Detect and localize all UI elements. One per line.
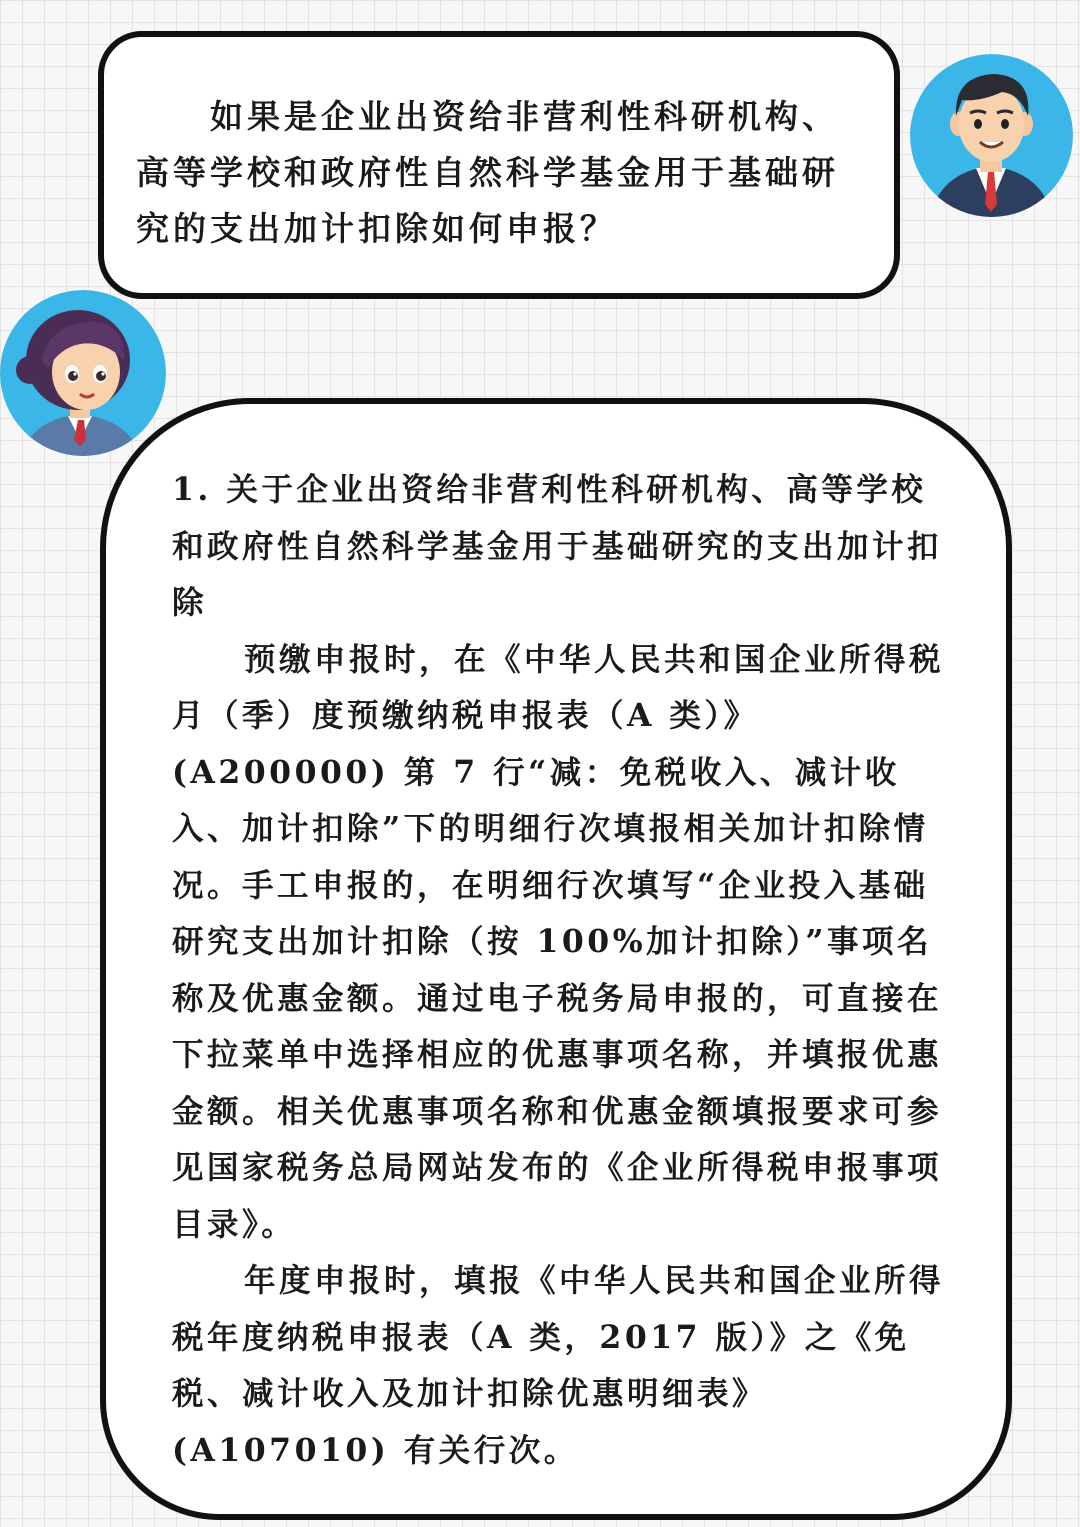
male-avatar-icon (910, 54, 1073, 217)
question-bubble (98, 31, 900, 299)
female-tax-officer-avatar-icon (0, 290, 166, 456)
question-text: 如果是企业出资给非营利性科研机构、高等学校和政府性自然科学基金用于基础研究的支出加计扣除如何申报？ (136, 97, 839, 248)
answer-paragraph-1: 预缴申报时，在《中华人民共和国企业所得税月（季）度预缴纳税申报表（A 类）》(A200000) 第 7 行“减：免税收入、减计收入、加计扣除”下的明细行次填报相关加计扣除情况。手工申报的，在明细行次填写“企业投入基础研究支出加计扣除（按 100%加计扣除）”事项名称及优惠金额。通过电子税务局申报的，可直接在下拉菜单中选择相应的优惠事项名称，并填报优惠金额。相关优惠事项名称和优惠金额填报要求可参见国家税务总局网站发布的《企业所得税申报事项目录》。 (172, 640, 945, 1243)
answer-bubble (100, 398, 1012, 1520)
answer-heading: 1. 关于企业出资给非营利性科研机构、高等学校和政府性自然科学基金用于基础研究的支出加计扣除 (172, 471, 943, 621)
answer-paragraph-2: 年度申报时，填报《中华人民共和国企业所得税年度纳税申报表（A 类，2017 版）》之《免税、减计收入及加计扣除优惠明细表》(A107010) 有关行次。 (172, 1262, 945, 1469)
